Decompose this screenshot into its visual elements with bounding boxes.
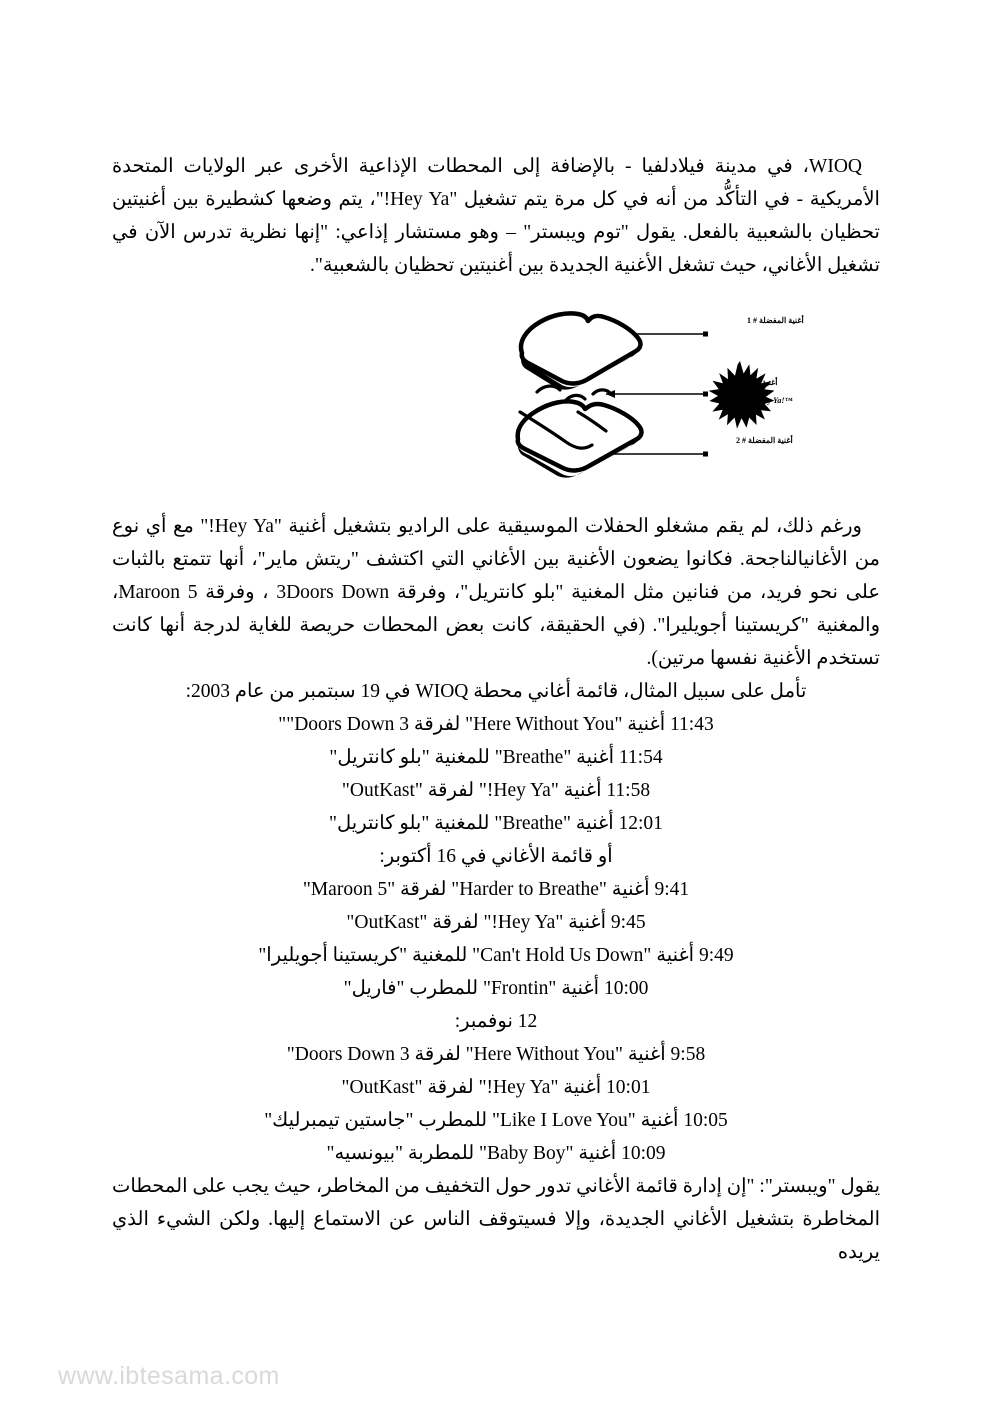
playlist-entry: 11:58 أغنية "Hey Ya!" لفرقة "OutKast" bbox=[341, 780, 651, 801]
playlist-entry: 9:45 أغنية "Hey Ya!" لفرقة "OutKast" bbox=[346, 912, 646, 933]
playlist-entry: 10:00 أغنية "Frontin" للمطرب "فاريل" bbox=[343, 978, 649, 999]
paragraph-webster-quote: يقول "ويبستر": "إن إدارة قائمة الأغاني تدور حول التخفيف من المخاطر، حيث يجب على المحطات المخاطرة بتشغيل الأغاني الجديدة، وإلا فسيتوقف الناس عن الاستماع إليها. ولكن الشيء الذي يريده bbox=[112, 1176, 880, 1263]
bread-slice-bottom bbox=[518, 401, 642, 477]
figure-label-bottom-song: أغنية المفضلة # 2 bbox=[736, 436, 793, 445]
playlist-entry: 9:41 أغنية "Harder to Breathe" لفرقة "Maroon 5" bbox=[302, 879, 690, 900]
playlist-entry: 10:09 أغنية "Baby Boy" للمطربة "بيونسيه" bbox=[326, 1143, 666, 1164]
playlist-entry: 12:01 أغنية "Breathe" للمغنية "بلو كانتريل" bbox=[329, 813, 663, 834]
playlist-entry: 10:01 أغنية "Hey Ya!" لفرقة "OutKast" bbox=[341, 1077, 651, 1098]
sandwich-figure-inner bbox=[500, 308, 830, 480]
playlist-entry: 11:43 أغنية "Here Without You" لفرقة 3 Doors Down"" bbox=[278, 714, 714, 735]
sandwich-figure bbox=[112, 308, 880, 480]
playlist-heading: 12 نوفمبر: bbox=[454, 1011, 538, 1032]
leader-dot-top bbox=[703, 332, 708, 337]
bread-slice-top bbox=[521, 313, 640, 389]
figure-label-top-song: أغنية المفضلة # 1 bbox=[747, 316, 804, 325]
site-watermark: www.ibtesama.com bbox=[58, 1362, 280, 1390]
playlist-november bbox=[112, 1005, 880, 1170]
playlist-heading: أو قائمة الأغاني في 16 أكتوبر: bbox=[379, 846, 613, 867]
starburst-icon bbox=[709, 361, 775, 429]
paragraph-intro: WIOQ، في مدينة فيلادلفيا - بالإضافة إلى المحطات الإذاعية الأخرى عبر الولايات المتحدة الأمريكية - في التأكُّد من أنه في كل مرة يتم تشغيل "Hey Ya!"، يتم وضعها كشطيرة بين أغنيتين تحظيان بالشعبية بالفعل. يقول "توم ويبستر" – وهو مستشار إذاعي: "إنها نظرية تدرس الآن في تشغيل الأغاني، حيث تشغل الأغنية الجديدة بين أغنيتين تحظيان بالشعبية". bbox=[112, 156, 880, 276]
sandwich-illustration bbox=[500, 308, 830, 480]
playlist-entry: 9:49 أغنية "Can't Hold Us Down" للمغنية "كريستينا أجويليرا" bbox=[258, 945, 734, 966]
leader-dot-bottom bbox=[703, 452, 708, 457]
figure-label-middle-song: أغنية bbox=[762, 378, 778, 387]
page-content bbox=[112, 150, 880, 1269]
playlist-september bbox=[112, 675, 880, 840]
playlist-entry: 9:58 أغنية "Here Without You" لفرقة 3 Doors Down" bbox=[286, 1044, 706, 1065]
playlist-october bbox=[112, 840, 880, 1005]
figure-label-middle-song-title: Hey Ya!™ bbox=[758, 396, 793, 405]
leader-dot-middle bbox=[703, 392, 708, 397]
playlist-entry: 10:05 أغنية "Like I Love You" للمطرب "جاستين تيمبرليك" bbox=[264, 1110, 728, 1131]
paragraph-djs: ورغم ذلك، لم يقم مشغلو الحفلات الموسيقية على الراديو بتشغيل أغنية "Hey Ya!" مع أي نوع من الأغانيالناجحة. فكانوا يضعون الأغنية بين الأغاني التي اكتشف "ريتش ماير"، أنها تتمتع بالثبات على نحو فريد، من فنانين مثل المغنية "بلو كانتريل"، وفرقة 3Doors Down ، وفرقة Maroon 5، والمغنية "كريستينا أجويليرا". (في الحقيقة، كانت بعض المحطات حريصة للغاية لدرجة أنها كانت تستخدم الأغنية نفسها مرتين). bbox=[112, 516, 880, 669]
playlist-entry: 11:54 أغنية "Breathe" للمغنية "بلو كانتريل" bbox=[329, 747, 663, 768]
playlist-heading: تأمل على سبيل المثال، قائمة أغاني محطة WIOQ في 19 سبتمبر من عام 2003: bbox=[185, 681, 807, 702]
